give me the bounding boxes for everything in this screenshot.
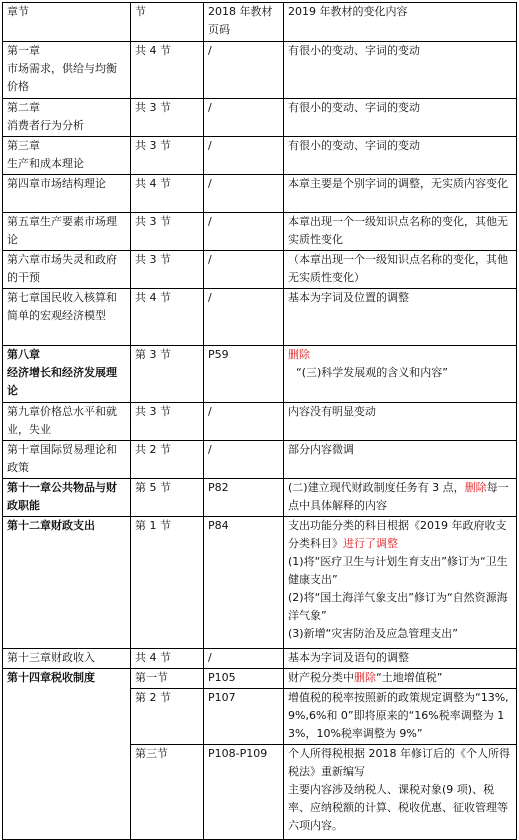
chapter-cell: 第五章生产要素市场理论 (3, 213, 131, 251)
table-row (3, 403, 517, 441)
change-cell: 内容没有明显变动 (284, 403, 517, 441)
change-cell: 有很小的变动、字词的变动 (284, 42, 517, 99)
change-text: 财产税分类中 (288, 671, 354, 684)
table-row (3, 479, 517, 517)
section-cell: 第 1 节 (131, 517, 204, 649)
table-row (3, 649, 517, 669)
section-cell: 共 4 节 (131, 42, 204, 99)
change-highlight: 删除 (288, 348, 310, 361)
page-cell: / (204, 649, 284, 669)
section-cell: 第 3 节 (131, 346, 204, 403)
table-row (3, 346, 517, 403)
section-cell: 共 3 节 (131, 403, 204, 441)
change-cell: 有很小的变动、字词的变动 (284, 137, 517, 175)
chapter-cell: 第六章市场失灵和政府的干预 (3, 251, 131, 289)
header-row (3, 3, 517, 42)
change-cell (284, 517, 517, 649)
chapter-cell: 第十一章公共物品与财政职能 (3, 479, 131, 517)
change-cell: 基本为字词及位置的调整 (284, 289, 517, 346)
section-cell: 共 3 节 (131, 251, 204, 289)
change-cell: 基本为字词及语句的调整 (284, 649, 517, 669)
header-chapter: 章节 (3, 3, 131, 42)
page-cell: / (204, 213, 284, 251)
section-cell: 第 5 节 (131, 479, 204, 517)
change-text: 支出功能分类的科目根据《2019 年政府收支分类科目》 (288, 519, 507, 550)
change-cell: 部分内容微调 (284, 441, 517, 479)
section-cell: 第 2 节 (131, 689, 204, 745)
section-cell: 共 3 节 (131, 99, 204, 137)
page-cell: P59 (204, 346, 284, 403)
page-cell: / (204, 289, 284, 346)
change-cell: 本章主要是个别字词的调整，无实质内容变化 (284, 175, 517, 213)
change-highlight: 删除 (464, 481, 487, 494)
page-cell: / (204, 175, 284, 213)
table-row (3, 137, 517, 175)
change-cell: 增值税的税率按照新的政策规定调整为“13%,9%,6%和 0”即将原来的“16%税率调整为 13%，10%税率调整为 9%” (284, 689, 517, 745)
page-cell: / (204, 251, 284, 289)
page-cell: P84 (204, 517, 284, 649)
table-row (3, 441, 517, 479)
header-page: 2018 年教材页码 (204, 3, 284, 42)
change-highlight: 删除 (354, 671, 376, 684)
section-cell: 共 4 节 (131, 649, 204, 669)
change-item: (1)将“医疗卫生与计划生育支出”修订为“卫生健康支出” (288, 555, 508, 586)
chapter-cell: 第四章市场结构理论 (3, 175, 131, 213)
chapter-cell: 第三章 生产和成本理论 (3, 137, 131, 175)
page-cell: / (204, 137, 284, 175)
change-item: 主要内容涉及纳税人、课税对象(9 项)、税率、应纳税额的计算、税收优惠、征收管理等六项内容。 (288, 783, 508, 832)
change-text: (二)建立现代财政制度任务有 3 点， (288, 481, 465, 494)
chapter-text: 第一章 市场需求，供给与均衡价格 (7, 44, 117, 93)
change-cell (284, 669, 517, 689)
change-highlight: 进行了调整 (343, 537, 398, 550)
table-row (3, 289, 517, 346)
chapter-cell: 第二章 消费者行为分析 (3, 99, 131, 137)
textbook-changes-table (2, 2, 517, 840)
chapter-cell: 第十二章财政支出 (3, 517, 131, 649)
section-cell: 共 3 节 (131, 213, 204, 251)
chapter-cell: 第十章国际贸易理论和政策 (3, 441, 131, 479)
change-cell (284, 479, 517, 517)
change-text: “(三)科学发展观的含义和内容” (296, 366, 448, 379)
change-item: 个人所得税根据 2018 年修订后的《个人所得税法》重新编写 (288, 747, 510, 778)
change-item: (3)新增“灾害防治及应急管理支出” (288, 627, 458, 640)
header-change: 2019 年教材的变化内容 (284, 3, 517, 42)
page-cell: / (204, 441, 284, 479)
page-cell: / (204, 99, 284, 137)
table-row (3, 517, 517, 649)
section-cell: 共 3 节 (131, 137, 204, 175)
chapter-cell: 第十四章税收制度 (3, 669, 131, 840)
change-text: 每一点中具体解释的内容 (288, 481, 509, 512)
change-cell: 本章出现一个一级知识点名称的变化，其他无实质性变化 (284, 213, 517, 251)
header-section: 节 (131, 3, 204, 42)
change-cell: 有很小的变动、字词的变动 (284, 99, 517, 137)
page-cell: P105 (204, 669, 284, 689)
chapter-cell: 第八章 经济增长和经济发展理论 (3, 346, 131, 403)
section-cell: 共 4 节 (131, 289, 204, 346)
table-row (3, 175, 517, 213)
table-row (3, 669, 517, 689)
page-cell: P82 (204, 479, 284, 517)
change-cell (284, 745, 517, 840)
table-row (3, 42, 517, 99)
chapter-cell: 第七章国民收入核算和简单的宏观经济模型 (3, 289, 131, 346)
page-cell: / (204, 42, 284, 99)
section-cell: 共 2 节 (131, 441, 204, 479)
table-row (3, 99, 517, 137)
change-cell: （本章出现一个一级知识点名称的变化，其他无实质性变化） (284, 251, 517, 289)
page-cell: P108-P109 (204, 745, 284, 840)
page-cell: / (204, 403, 284, 441)
chapter-cell: 第九章价格总水平和就业，失业 (3, 403, 131, 441)
change-cell (284, 346, 517, 403)
section-cell: 第一节 (131, 669, 204, 689)
table-row (3, 213, 517, 251)
section-cell: 第三节 (131, 745, 204, 840)
change-text: “土地增值税” (376, 671, 443, 684)
table-row (3, 251, 517, 289)
chapter-cell: 第十三章财政收入 (3, 649, 131, 669)
section-cell: 共 4 节 (131, 175, 204, 213)
chapter-cell (3, 42, 131, 99)
page-cell: P107 (204, 689, 284, 745)
change-item: (2)将“国土海洋气象支出”修订为“自然资源海洋气象” (288, 591, 508, 622)
